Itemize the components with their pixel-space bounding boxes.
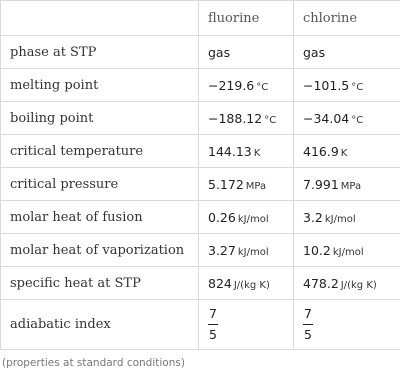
table-row bbox=[1, 168, 400, 201]
fraction-denominator: 5 bbox=[304, 326, 312, 342]
value-number: gas bbox=[303, 44, 326, 60]
chlorine-value bbox=[294, 102, 400, 135]
value-number: 144.13 bbox=[208, 143, 252, 159]
table-header-row bbox=[1, 1, 400, 36]
value-number: 3.2 bbox=[303, 209, 323, 225]
table-row bbox=[1, 201, 400, 234]
value-unit: kJ/mol bbox=[237, 246, 269, 258]
value-number: −101.5 bbox=[303, 77, 350, 93]
row-label: phase at STP bbox=[1, 36, 199, 69]
value-number: 824 bbox=[208, 275, 232, 291]
fluorine-value bbox=[199, 201, 294, 234]
row-label: critical pressure bbox=[1, 168, 199, 201]
header-empty-cell bbox=[1, 1, 199, 36]
table-row bbox=[1, 267, 400, 300]
value-number: 5.172 bbox=[208, 176, 244, 192]
chlorine-value bbox=[294, 300, 400, 350]
row-label: specific heat at STP bbox=[1, 267, 199, 300]
fraction-denominator: 5 bbox=[209, 326, 217, 342]
chlorine-value bbox=[294, 234, 400, 267]
chlorine-value bbox=[294, 168, 400, 201]
fluorine-value bbox=[199, 36, 294, 69]
chlorine-value bbox=[294, 267, 400, 300]
header-chlorine: chlorine bbox=[294, 1, 400, 36]
value-unit: K bbox=[253, 147, 261, 159]
value-unit: °C bbox=[264, 114, 277, 126]
fluorine-value bbox=[199, 300, 294, 350]
fluorine-value bbox=[199, 267, 294, 300]
value-number: 478.2 bbox=[303, 275, 339, 291]
chlorine-value bbox=[294, 201, 400, 234]
value-unit: MPa bbox=[340, 180, 362, 192]
row-label: melting point bbox=[1, 69, 199, 102]
value-unit: K bbox=[340, 147, 348, 159]
fraction-numerator: 7 bbox=[303, 308, 313, 325]
chlorine-value bbox=[294, 135, 400, 168]
value-number: gas bbox=[208, 44, 231, 60]
table-row bbox=[1, 135, 400, 168]
value-unit: kJ/mol bbox=[237, 213, 269, 225]
table-row bbox=[1, 36, 400, 69]
value-number: 10.2 bbox=[303, 242, 331, 258]
fraction bbox=[303, 308, 313, 341]
value-number: 7.991 bbox=[303, 176, 339, 192]
value-number: −34.04 bbox=[303, 110, 350, 126]
table-row bbox=[1, 69, 400, 102]
footnote: (properties at standard conditions) bbox=[2, 357, 185, 369]
chlorine-value bbox=[294, 69, 400, 102]
chlorine-value bbox=[294, 36, 400, 69]
value-unit: J/(kg K) bbox=[340, 279, 377, 291]
value-number: 416.9 bbox=[303, 143, 339, 159]
value-number: 0.26 bbox=[208, 209, 236, 225]
value-unit: MPa bbox=[245, 180, 267, 192]
value-unit: °C bbox=[351, 114, 364, 126]
header-fluorine: fluorine bbox=[199, 1, 294, 36]
row-label: critical temperature bbox=[1, 135, 199, 168]
row-label: molar heat of fusion bbox=[1, 201, 199, 234]
row-label: adiabatic index bbox=[1, 300, 199, 350]
table-row bbox=[1, 234, 400, 267]
fraction-numerator: 7 bbox=[208, 308, 218, 325]
value-number: −219.6 bbox=[208, 77, 255, 93]
value-unit: °C bbox=[256, 81, 269, 93]
value-number: 3.27 bbox=[208, 242, 236, 258]
table-row bbox=[1, 102, 400, 135]
value-number: −188.12 bbox=[208, 110, 263, 126]
fluorine-value bbox=[199, 234, 294, 267]
fluorine-value bbox=[199, 135, 294, 168]
fluorine-value bbox=[199, 168, 294, 201]
fluorine-value bbox=[199, 69, 294, 102]
value-unit: J/(kg K) bbox=[233, 279, 270, 291]
value-unit: kJ/mol bbox=[332, 246, 364, 258]
value-unit: kJ/mol bbox=[324, 213, 356, 225]
value-unit: °C bbox=[351, 81, 364, 93]
row-label: boiling point bbox=[1, 102, 199, 135]
row-label: molar heat of vaporization bbox=[1, 234, 199, 267]
fluorine-value bbox=[199, 102, 294, 135]
fraction bbox=[208, 308, 218, 341]
table-row bbox=[1, 300, 400, 350]
